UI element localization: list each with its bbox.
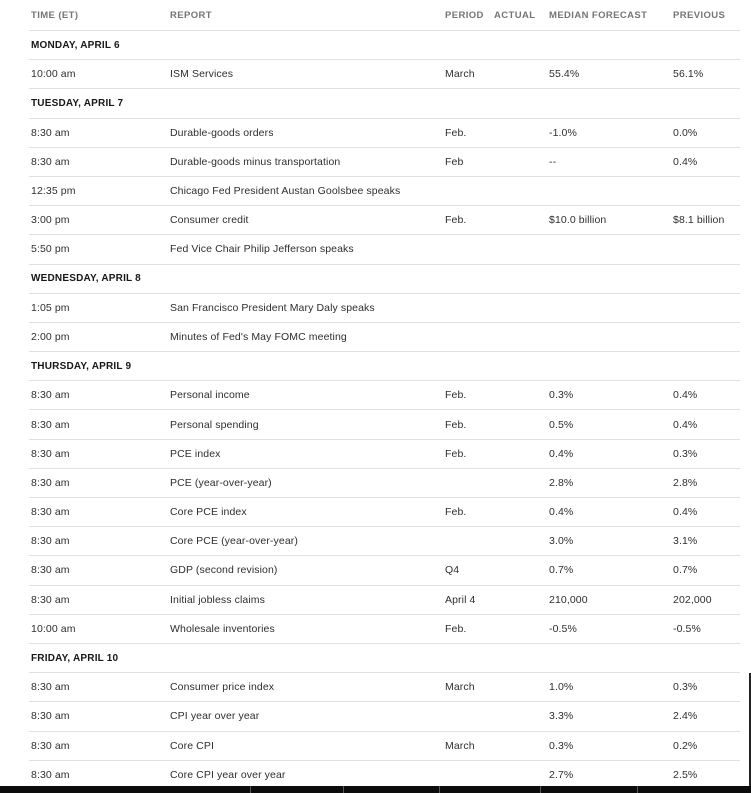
- cell-forecast: 1.0%: [549, 681, 574, 694]
- cell-report: San Francisco President Mary Daly speaks: [170, 301, 375, 314]
- cell-period: Feb: [445, 155, 464, 168]
- cell-time: 8:30 am: [31, 506, 70, 519]
- cell-report: PCE index: [170, 447, 221, 460]
- cell-forecast: 0.5%: [549, 418, 574, 431]
- cell-previous: $8.1 billion: [673, 214, 725, 227]
- cell-time: 8:30 am: [31, 593, 70, 606]
- table-row: [29, 322, 740, 351]
- cell-previous: 0.7%: [673, 564, 698, 577]
- column-header-period: PERIOD: [445, 9, 484, 21]
- table-body: [29, 30, 740, 789]
- day-header-row: [29, 351, 740, 380]
- table-row: [29, 59, 740, 88]
- day-label: THURSDAY, APRIL 9: [31, 360, 132, 372]
- day-header-row: [29, 88, 740, 117]
- table-row: [29, 497, 740, 526]
- cell-period: March: [445, 739, 475, 752]
- cell-period: March: [445, 681, 475, 694]
- cell-forecast: -1.0%: [549, 126, 577, 139]
- cell-period: Q4: [445, 564, 460, 577]
- cell-time: 10:00 am: [31, 68, 76, 81]
- table-row: [29, 614, 740, 643]
- cell-previous: 56.1%: [673, 68, 704, 81]
- cell-time: 1:05 pm: [31, 301, 70, 314]
- column-header-actual: ACTUAL: [494, 9, 536, 21]
- cell-period: Feb.: [445, 126, 467, 139]
- cell-previous: 3.1%: [673, 535, 698, 548]
- day-label: TUESDAY, APRIL 7: [31, 97, 124, 109]
- bottom-bar-separator: [637, 786, 638, 793]
- bottom-bar: [0, 786, 751, 793]
- cell-previous: -0.5%: [673, 622, 701, 635]
- cell-previous: 202,000: [673, 593, 712, 606]
- cell-forecast: 55.4%: [549, 68, 580, 81]
- cell-time: 8:30 am: [31, 418, 70, 431]
- cell-report: Core PCE index: [170, 506, 247, 519]
- table-row: [29, 672, 740, 701]
- cell-forecast: 3.3%: [549, 710, 574, 723]
- cell-previous: 0.0%: [673, 126, 698, 139]
- day-header-row: [29, 264, 740, 293]
- day-label: MONDAY, APRIL 6: [31, 39, 120, 51]
- cell-report: Initial jobless claims: [170, 593, 265, 606]
- table-row: [29, 555, 740, 584]
- column-header-forecast: MEDIAN FORECAST: [549, 9, 648, 21]
- column-header-time: TIME (ET): [31, 9, 79, 21]
- cell-time: 8:30 am: [31, 447, 70, 460]
- cell-period: Feb.: [445, 214, 467, 227]
- cell-forecast: 210,000: [549, 593, 588, 606]
- table-row: [29, 293, 740, 322]
- cell-forecast: 0.3%: [549, 739, 574, 752]
- cell-report: Durable-goods minus transportation: [170, 155, 341, 168]
- cell-period: Feb.: [445, 447, 467, 460]
- cell-previous: 0.3%: [673, 681, 698, 694]
- cell-previous: 0.3%: [673, 447, 698, 460]
- cell-forecast: -0.5%: [549, 622, 577, 635]
- cell-period: Feb.: [445, 506, 467, 519]
- bottom-bar-separator: [250, 786, 251, 793]
- cell-time: 2:00 pm: [31, 330, 70, 343]
- cell-time: 8:30 am: [31, 710, 70, 723]
- cell-forecast: 0.3%: [549, 389, 574, 402]
- cell-report: Fed Vice Chair Philip Jefferson speaks: [170, 243, 354, 256]
- cell-forecast: 3.0%: [549, 535, 574, 548]
- cell-previous: 0.4%: [673, 389, 698, 402]
- cell-report: Core CPI year over year: [170, 768, 286, 781]
- table-row: [29, 409, 740, 438]
- day-label: WEDNESDAY, APRIL 8: [31, 273, 141, 285]
- day-header-row: [29, 30, 740, 59]
- cell-time: 5:50 pm: [31, 243, 70, 256]
- cell-time: 8:30 am: [31, 476, 70, 489]
- cell-report: PCE (year-over-year): [170, 476, 272, 489]
- table-row: [29, 439, 740, 468]
- cell-period: Feb.: [445, 389, 467, 402]
- cell-time: 8:30 am: [31, 681, 70, 694]
- cell-forecast: 0.4%: [549, 506, 574, 519]
- cell-time: 8:30 am: [31, 389, 70, 402]
- cell-previous: 2.4%: [673, 710, 698, 723]
- table-row: [29, 176, 740, 205]
- cell-forecast: 2.7%: [549, 768, 574, 781]
- bottom-bar-separator: [343, 786, 344, 793]
- cell-period: March: [445, 68, 475, 81]
- cell-report: Consumer price index: [170, 681, 275, 694]
- table-row: [29, 760, 740, 789]
- cell-forecast: 2.8%: [549, 476, 574, 489]
- economic-calendar-table: [29, 0, 740, 789]
- table-row: [29, 468, 740, 497]
- cell-time: 8:30 am: [31, 126, 70, 139]
- cell-period: Feb.: [445, 418, 467, 431]
- cell-time: 10:00 am: [31, 622, 76, 635]
- day-header-row: [29, 643, 740, 672]
- cell-time: 12:35 pm: [31, 185, 76, 198]
- cell-time: 8:30 am: [31, 155, 70, 168]
- cell-forecast: 0.7%: [549, 564, 574, 577]
- cell-report: Personal income: [170, 389, 250, 402]
- cell-time: 8:30 am: [31, 564, 70, 577]
- cell-time: 8:30 am: [31, 535, 70, 548]
- cell-report: Chicago Fed President Austan Goolsbee speaks: [170, 185, 401, 198]
- table-row: [29, 147, 740, 176]
- cell-period: April 4: [445, 593, 476, 606]
- cell-previous: 0.2%: [673, 739, 698, 752]
- cell-report: ISM Services: [170, 68, 234, 81]
- cell-report: Consumer credit: [170, 214, 249, 227]
- cell-time: 8:30 am: [31, 739, 70, 752]
- cell-previous: 0.4%: [673, 155, 698, 168]
- cell-report: Core CPI: [170, 739, 214, 752]
- bottom-bar-separator: [439, 786, 440, 793]
- table-row: [29, 234, 740, 263]
- table-header-row: [29, 0, 740, 30]
- cell-period: Feb.: [445, 622, 467, 635]
- table-row: [29, 380, 740, 409]
- table-row: [29, 205, 740, 234]
- cell-previous: 0.4%: [673, 506, 698, 519]
- cell-report: Core PCE (year-over-year): [170, 535, 298, 548]
- cell-report: Durable-goods orders: [170, 126, 274, 139]
- cell-previous: 2.5%: [673, 768, 698, 781]
- cell-report: Personal spending: [170, 418, 259, 431]
- table-row: [29, 118, 740, 147]
- cell-report: GDP (second revision): [170, 564, 278, 577]
- table-row: [29, 731, 740, 760]
- cell-report: Wholesale inventories: [170, 622, 275, 635]
- cell-time: 3:00 pm: [31, 214, 70, 227]
- table-row: [29, 526, 740, 555]
- table-row: [29, 701, 740, 730]
- cell-previous: 0.4%: [673, 418, 698, 431]
- cell-report: Minutes of Fed's May FOMC meeting: [170, 330, 347, 343]
- cell-previous: 2.8%: [673, 476, 698, 489]
- cell-time: 8:30 am: [31, 768, 70, 781]
- day-label: FRIDAY, APRIL 10: [31, 652, 119, 664]
- cell-forecast: 0.4%: [549, 447, 574, 460]
- cell-forecast: --: [549, 155, 557, 168]
- column-header-previous: PREVIOUS: [673, 9, 726, 21]
- cell-forecast: $10.0 billion: [549, 214, 607, 227]
- column-header-report: REPORT: [170, 9, 212, 21]
- cell-report: CPI year over year: [170, 710, 260, 723]
- bottom-bar-separator: [540, 786, 541, 793]
- table-row: [29, 585, 740, 614]
